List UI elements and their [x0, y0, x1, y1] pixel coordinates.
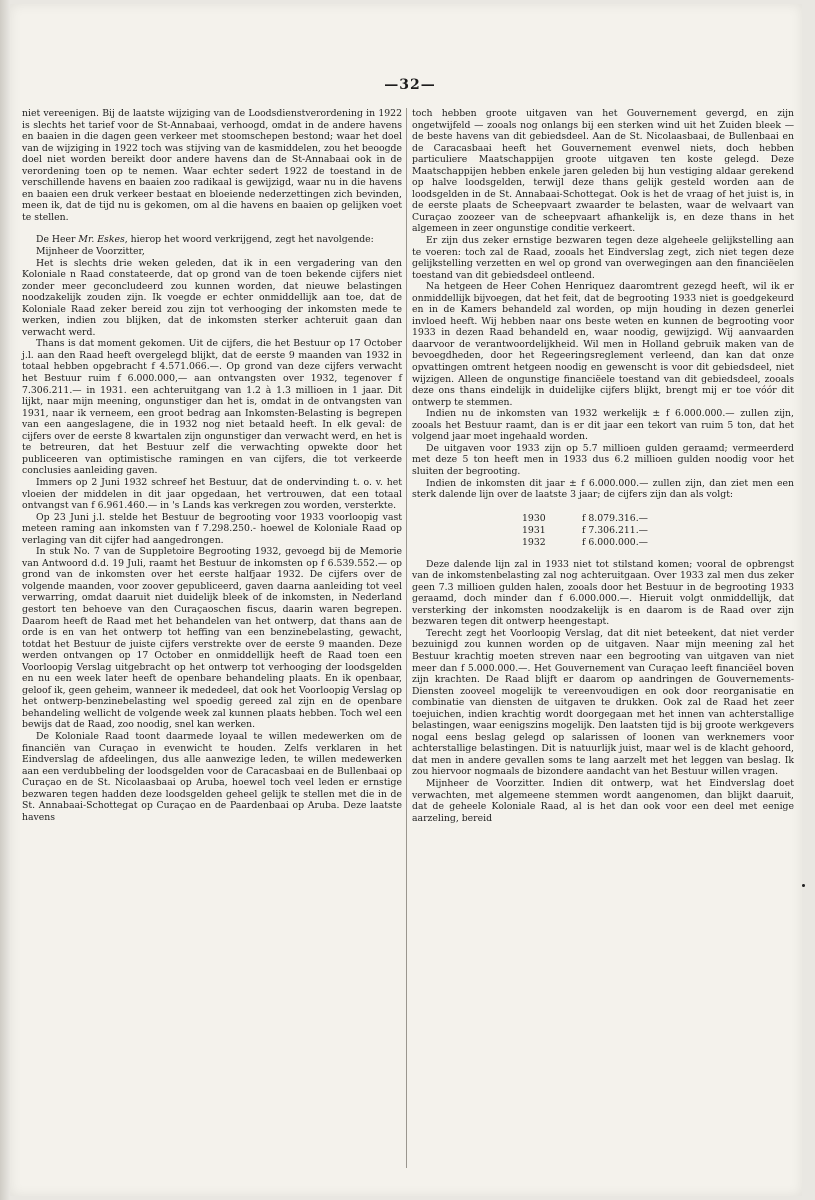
page-number: —32—: [384, 77, 436, 93]
figure-year: 1931: [522, 524, 546, 536]
figure-row: [522, 525, 794, 537]
column-divider: [406, 108, 407, 1168]
left-paragraph: De Koloniale Raad toont daarmede loyaal te willen medewerken om de financiën van Curaçao in evenwicht te houden. Zelfs verklaren in het Eindverslag de afdeelingen, dus alle aanwezige leden, te willen medewerken aan een verdubbeling der loodsgelden voor de Caracasbaai en de Bullenbaai op Curaçao en de St. Nicolaasbaai op Aruba, hoewel toch veel leden er ernstige bezwaren tegen hadden deze loodsgelden geheel gelijk te stellen met die in de St. Annabaai-Schottegat op Curaçao en de Paardenbaai op Aruba. Deze laatste havens: [22, 730, 402, 823]
right-paragraph: Terecht zegt het Voorloopig Verslag, dat dit niet beteekent, dat niet verder bezuinigd zou kunnen worden op de uitgaven. Naar mijn meening zal het Bestuur krachtig moeten streven naar een begrooting van uitgaven van niet meer dan f 5.000.000.—. Het Gouvernement van Curaçao leeft financiëel boven zijn krachten. De Raad blijft er daarom op aandringen de Gouvernements-Diensten zooveel mogelijk te vereenvoudigen en ook door reorganisatie en combinatie van diensten de uitgaven te drukken. Ook zal de Raad het zeer toejuichen, indien krachtig wordt doorgegaan met het innen van achterstallige belastingen, waar eenigszins mogelijk. Den laatsten tijd is bij groote werkgevers nogal eens beslag gelegd op salarissen of loonen van werknemers voor achterstallige belastingen. Dit is natuurlijk juist, maar wel is de klacht gehoord, dat men in andere gevallen soms te lang aarzelt met het leggen van beslag. Ik zou hiervoor nogmaals de bizondere aandacht van het Bestuur willen vragen.: [412, 627, 794, 778]
right-paragraph: Na hetgeen de Heer Cohen Henriquez daaromtrent gezegd heeft, wil ik er onmiddellijk bijvoegen, dat het feit, dat de begrooting 1933 niet is goedgekeurd en in de Kamers behandeld zal worden, op mijn houding in dezen generlei invloed heeft. Wij hebben naar ons beste weten en kunnen de begrooting voor 1933 in dezen Raad behandeld en, waar noodig, gewijzigd. Wij aanvaarden daarvoor de verantwoordelijkheid. Wil men in Holland gebruik maken van de bevoegdheden, door het Regeeringsreglement verleend, dan kan dat onze opvattingen omtrent hetgeen noodig en gewenscht is voor dit gebiedsdeel, niet wijzigen. Alleen de ongunstige financiëele toestand van dit gebiedsdeel, zooals deze ons thans eindelijk in duidelijke cijfers blijkt, brengt mij er toe vóór dit ontwerp te stemmen.: [412, 281, 794, 408]
left-column: [22, 108, 402, 823]
figure-row: [522, 513, 794, 525]
right-paragraph: Er zijn dus zeker ernstige bezwaren tegen deze algeheele gelijkstelling aan te voeren: toch zal de Raad, zooals het Eindverslag zegt, zich niet tegen deze gelijkstelling verzetten en wel op grond van overwegingen aan den financiëelen toestand van dit gebiedsdeel ontleend.: [412, 235, 794, 281]
left-paragraph: niet vereenigen. Bij de laatste wijziging van de Loodsdienstverordening in 1922 is slechts het tarief voor de St-Annabaai, verhoogd, omdat in de andere havens en baaien in die dagen geen verkeer met stoomschepen bestond; waar het doel van de wijziging in 1922 toch was stijving van de kasmiddelen, zou het beoogde doel niet worden bereikt door andere havens dan de St-Annabaai ook in de verordening toen op te nemen. Waar echter sedert 1922 de toestand in de verschillende havens en baaien zoo radikaal is gewijzigd, waar nu in die havens en baaien een druk verkeer bestaat en bloeiende nederzettingen zich bevinden, meen ik, dat de tijd nu is gekomen, om al die havens en baaien op gelijken voet te stellen.: [22, 108, 402, 223]
figure-amount: f 8.079.316.—: [582, 512, 648, 524]
figure-year: 1930: [522, 512, 546, 524]
income-figures-table: [522, 513, 794, 549]
speaker-name: Mr. Eskes: [78, 234, 125, 246]
left-paragraph: Thans is dat moment gekomen. Uit de cijfers, die het Bestuur op 17 October j.l. aan den Raad heeft overgelegd blijkt, dat de eerste 9 maanden van 1932 in totaal hebben opgebracht f 4.571.066.—. Op grond van deze cijfers verwacht het Bestuur ruim f 6.000.000,— aan ontvangsten over 1932, tegenover f 7.306.211.— in 1931. een achteruitgang van 1.2 à 1.3 millioen in 1 jaar. Dit lijkt, naar mijn meening, ongunstiger dan het is, omdat in de ontvangsten van 1931, naar ik verneem, een groot bedrag aan Inkomsten-Belasting is begrepen van een aangeslagene, die in 1932 nog niet betaald heeft. In elk geval: de cijfers over de eerste 8 kwartalen zijn ongunstiger dan verwacht werd, en het is te betreuren, dat het Bestuur zelf die verwachting opwekte door het publiceeren van optimistische ramingen en van cijfers, die tot verkeerde conclusies aanleiding gaven.: [22, 338, 402, 477]
right-paragraph: De uitgaven voor 1933 zijn op 5.7 millioen gulden geraamd; vermeerderd met deze 5 ton heeft men in 1933 dus 6.2 millioen gulden noodig voor het sluiten der begrooting.: [412, 442, 794, 477]
left-paragraph: In stuk No. 7 van de Suppletoire Begrooting 1932, gevoegd bij de Memorie van Antwoord d.d. 19 Juli, raamt het Bestuur de inkomsten op f 6.539.552.— op grond van de inkomsten over het eerste halfjaar 1932. De cijfers over de volgende maanden, voor zoover gepubliceerd, gaven daarna aanleiding tot veel verwarring, omdat daaruit niet duidelijk bleek of de inkomsten, in Nederland gestort ten behoeve van den Curaçaoschen fiscus, daarin waren begrepen. Daarom heeft de Raad met het behandelen van het ontwerp, dat thans aan de orde is en van het ontwerp tot heffing van een benzinebelasting, gewacht, totdat het Bestuur de juiste cijfers verstrekte over de eerste 9 maanden. Deze werden ontvangen op 17 October en onmiddellijk heeft de Raad toen een Voorloopig Verslag uitgebracht op het ontwerp tot verhooging der loodsgelden en nu een week later heeft de openbare behandeling plaats. En ik openbaar, geloof ik, geen geheim, wanneer ik mededeel, dat ook het Voorloopig Verslag op het ontwerp-benzinebelasting wel spoedig gereed zal zijn en de openbare behandeling wellicht de volgende week zal kunnen plaats hebben. Toch wel een bewijs dat de Raad, zoo noodig, snel kan werken.: [22, 546, 402, 731]
figure-amount: f 6.000.000.—: [582, 536, 648, 548]
left-paragraph: Immers op 2 Juni 1932 schreef het Bestuur, dat de ondervinding t. o. v. het vloeien der middelen in dit jaar opgedaan, het vertrouwen, dat een totaal ontvangst van f 6.961.460.— in 's Lands kas verkregen zou worden, versterkte.: [22, 476, 402, 512]
figure-amount: f 7.306.211.—: [582, 524, 648, 536]
figure-year: 1932: [522, 536, 546, 548]
left-paragraph: Het is slechts drie weken geleden, dat ik in een vergadering van den Koloniale n Raad constateerde, dat op grond van de toen bekende cijfers niet zonder meer geconcludeerd zou kunnen worden, dat nieuwe belastingen noodzakelijk zouden zijn. Ik voegde er echter onmiddellijk aan toe, dat de Koloniale Raad zeker bereid zou zijn tot verhooging der inkomsten mede te werken, indien zou blijken, dat de inkomsten sterker achteruit gaan dan verwacht werd.: [22, 257, 402, 338]
right-paragraph: Indien de inkomsten dit jaar ± f 6.000.000.— zullen zijn, dan ziet men een sterk dalende lijn over de laatste 3 jaar; de cijfers zijn dan als volgt:: [412, 477, 794, 501]
right-paragraph: Mijnheer de Voorzitter. Indien dit ontwerp, wat het Eindverslag doet verwachten, met algemeene stemmen wordt aangenomen, dan blijkt daaruit, dat de geheele Koloniale Raad, al is het dan ook voor een deel met eenige aarzeling, bereid: [412, 777, 794, 824]
right-column: [412, 108, 794, 824]
right-paragraph: Indien nu de inkomsten van 1932 werkelijk ± f 6.000.000.— zullen zijn, zooals het Bestuur raamt, dan is er dit jaar een tekort van ruim 5 ton, dat het volgend jaar moet ingehaald worden.: [412, 408, 794, 443]
binding-edge: [0, 0, 10, 1200]
speaker-intro: De Heer Mr. Eskes, hierop het woord verkrijgend, zegt het navolgende:: [36, 234, 374, 246]
ink-speck: [802, 884, 805, 887]
left-paragraph: Mijnheer de Voorzitter,: [36, 246, 145, 258]
figure-row: [522, 537, 794, 549]
right-paragraph: Deze dalende lijn zal in 1933 niet tot stilstand komen; vooral de opbrengst van de inkomstenbelasting zal nog achteruitgaan. Over 1933 zal men dus zeker geen 7.3 millioen gulden halen, zooals door het Bestuur in de begrooting 1933 geraamd, doch minder dan f 6.000.000.—. Hieruit volgt onmiddellijk, dat versterking der inkomsten noodzakelijk is en daarom is de Raad over zijn bezwaren tegen dit ontwerp heengestapt.: [412, 558, 794, 628]
left-paragraph: Op 23 Juni j.l. stelde het Bestuur de begrooting voor 1933 voorloopig vast meteen raming aan inkomsten van f 7.298.250.- hoewel de Koloniale Raad op verlaging van dit cijfer had aangedrongen.: [22, 511, 402, 546]
document-page: [10, 4, 802, 1196]
right-paragraph: toch hebben groote uitgaven van het Gouvernement gevergd, en zijn ongetwijfeld — zooals nog onlangs bij een sterken wind uit het Zuiden bleek — de beste havens van dit gebiedsdeel. Aan de St. Nicolaasbaai, de Bullenbaai en de Caracasbaai heeft het Gouvernement evenwel niets, doch hebben particuliere Maatschappijen groote uitgaven ten koste gelegd. Deze Maatschappijen hebben enkele jaren geleden bij hun vestiging aldaar gerekend op halve loodsgelden, terwijl deze thans gelijk gesteld worden aan de loodsgelden in de St. Annabaai-Schottegat. Ook is het de vraag of het juist is, in de eerste plaats de Scheepvaart zwaarder te belasten, waar de welvaart van Curaçao zoozeer van de scheepvaart afhankelijk is, en deze thans in het algemeen in zeer ongunstige conditie verkeert.: [412, 108, 794, 235]
